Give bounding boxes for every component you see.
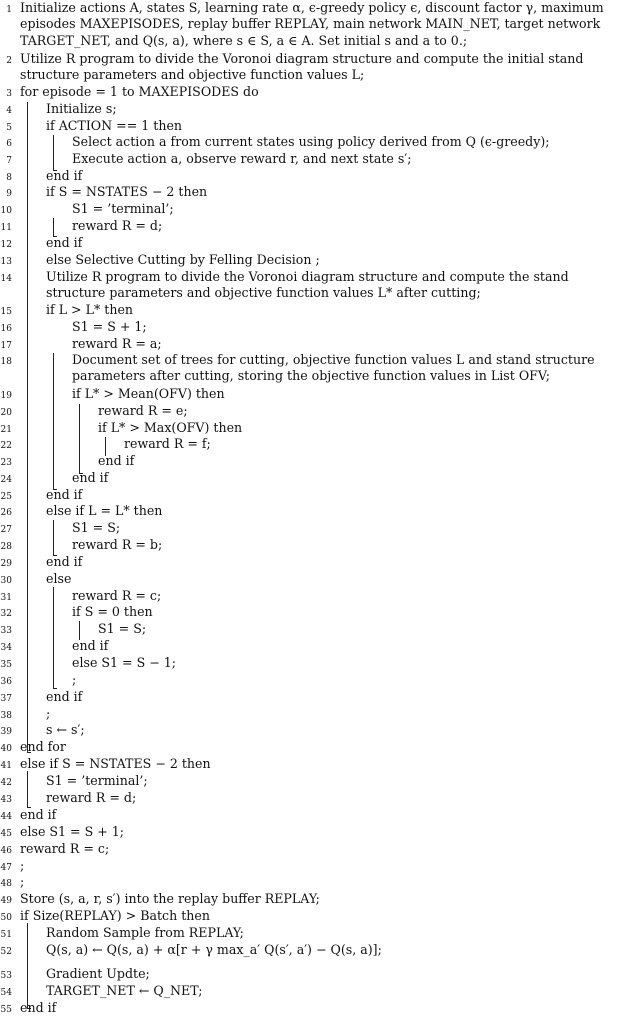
line-text: reward R = e; [98, 403, 188, 418]
line-text: end if [46, 487, 83, 502]
line-number: 2 [6, 56, 12, 66]
line-text: if S = NSTATES − 2 then [46, 184, 208, 199]
line-text: Gradient Updte; [46, 966, 150, 981]
line-text: s ← s′; [46, 722, 85, 737]
line-text: if Size(REPLAY) > Batch then [20, 908, 210, 923]
line-text: Utilize R program to divide the Voronoi diagram structure and compute the stand structure parameters and objective function values L* after cutting; [46, 269, 569, 301]
line-text: reward R = f; [124, 436, 211, 451]
line-number: 1 [6, 5, 12, 15]
line-text: else S1 = S − 1; [72, 655, 177, 670]
line-text: Document set of trees for cutting, objective function values L and stand structure parameters after cutting, storing the objective function values in List OFV; [72, 352, 595, 384]
line-text: reward R = d; [46, 790, 137, 805]
indent-rule [27, 102, 28, 752]
line-text: reward R = d; [72, 218, 163, 233]
line-text: if ACTION == 1 then [46, 118, 183, 133]
line-text: for episode = 1 to MAXEPISODES do [20, 84, 259, 99]
line-text: end if [72, 638, 109, 653]
line-text: Select action a from current states using policy derived from Q (ϵ-greedy); [72, 134, 550, 149]
line-text: end for [20, 739, 66, 754]
line-text: TARGET_NET ← Q_NET; [46, 983, 203, 998]
algorithm-listing: 1 Initialize actions A, states S, learning rate α, ϵ-greedy policy ϵ, discount factor γ, maximum episodes MAXEPISODES, replay buffer REPLAY, main network MAIN_NET, target network TARGET_NET, and Q(s, a), where s ∈ S, a ∈ A. Set initial s and a to 0.; 2 Utilize R program to divide the Voronoi diagram structure and compute the initial stand structure parameters and objective function values L; 3 for episode = 1 to MAXEPISODES do 4 Initialize s; 5 if ACTION == 1 then 6 Select action a from current states using policy derived from Q (ϵ-greedy); 7 Execute action a, observe reward r, and next state s′; 8 end if 9 if S = NSTATES − 2 then 10 S1 = ’terminal’; 11 reward R = d; 12 end if 13 else Selective Cutting by Felling Decision ; 14 Utilize R program to divide the Voronoi diagram structure and compute the stand structure parameters and objective function values L* after cutting; 15 if L > L* then 16 S1 = S + 1; 17 reward R = a; 18 Document set of trees for cutting, objective function values L and stand structure parameters after cutting, storing the objective function values in List OFV; 19 if L* > Mean(OFV) then 20 reward R = e; 21 if L* > Max(OFV) then 22 reward R = f; 23 end if 24 end if 25 end if 26 else if L = L* then 27 S1 = S; 28 reward R = b; 29 end if 30 else 31 reward R = c; 32 if S = 0 then 33 S1 = S; 34 end if 35 else S1 = S − 1; 36 ; 37 end if 38 ; 39 s ← s′; 40 end for 41 else if S = NSTATES − 2 then 42 S1 = ’terminal’; 43 reward R = d; 44 end if 45 else S1 = S + 1; 46 reward R = c; 47 ; 48 ; 49 Store (s, a, r, s′) into the replay buffer REPLAY; 50 if Size(REPLAY) > Batch then 51 Random Sample from REPLAY; 52 Q(s, a) ← Q(s, a) + α[r + γ max_a′ Q(s′, a′) − Q(s, a)]; 53 Gradient Updte; 54 TARGET_NET ← Q_NET; 55 end if [0, 0, 619, 1017]
line-text: end if [46, 235, 83, 250]
indent-rule [53, 520, 54, 555]
line-text: else if L = L* then [46, 503, 163, 518]
line-text: if S = 0 then [72, 604, 153, 619]
line-text: S1 = ’terminal’; [72, 201, 174, 216]
line-text: Execute action a, observe reward r, and next state s′; [72, 151, 412, 166]
line-text: S1 = S + 1; [72, 319, 147, 334]
indent-rule [53, 587, 54, 688]
indent-rule [53, 135, 54, 170]
line-text: end if [46, 554, 83, 569]
line-text: ; [46, 706, 51, 721]
line-text: ; [72, 672, 77, 687]
line-text: if L* > Max(OFV) then [98, 420, 243, 435]
line-text: else S1 = S + 1; [20, 824, 125, 839]
line-text: end if [98, 453, 135, 468]
line-text: Initialize actions A, states S, learning rate α, ϵ-greedy policy ϵ, discount factor γ, maximum episodes MAXEPISODES, replay buffer REPLAY, main network MAIN_NET, target network TARGET_NET, and Q(s, a), where s ∈ S, a ∈ A. Set initial s and a to 0.; [20, 0, 604, 48]
indent-rule [53, 218, 54, 236]
line-text: end if [46, 168, 83, 183]
line-text: ; [20, 874, 25, 889]
line-text: reward R = c; [20, 841, 110, 856]
line-text: Utilize R program to divide the Voronoi diagram structure and compute the initial stand structure parameters and objective function values L; [20, 51, 584, 83]
line-text: reward R = a; [72, 336, 162, 351]
line-text: Initialize s; [46, 101, 117, 116]
line-text: else if S = NSTATES − 2 then [20, 756, 211, 771]
line-text: else [46, 571, 72, 586]
indent-rule [27, 771, 28, 807]
line-text: reward R = c; [72, 588, 162, 603]
line-text: if L* > Mean(OFV) then [72, 386, 225, 401]
indent-rule [53, 353, 54, 489]
line-text: Store (s, a, r, s′) into the replay buffer REPLAY; [20, 891, 320, 906]
line-text: if L > L* then [46, 302, 134, 317]
line-text: ; [20, 858, 25, 873]
line-text: S1 = ’terminal’; [46, 773, 148, 788]
line-text: S1 = S; [72, 520, 121, 535]
indent-rule [79, 404, 80, 473]
line-text: else Selective Cutting by Felling Decision ; [46, 252, 320, 267]
line-text: end if [20, 807, 57, 822]
line-text: Q(s, a) ← Q(s, a) + α[r + γ max_a′ Q(s′, a′) − Q(s, a)]; [46, 942, 382, 957]
line-text: reward R = b; [72, 537, 163, 552]
line-text: Random Sample from REPLAY; [46, 925, 244, 940]
line-text: end if [20, 1000, 57, 1015]
line-text: end if [46, 689, 83, 704]
indent-rule [27, 923, 28, 1008]
line-text: S1 = S; [98, 621, 147, 636]
line-number: 3 [6, 89, 12, 99]
line-text: end if [72, 470, 109, 485]
